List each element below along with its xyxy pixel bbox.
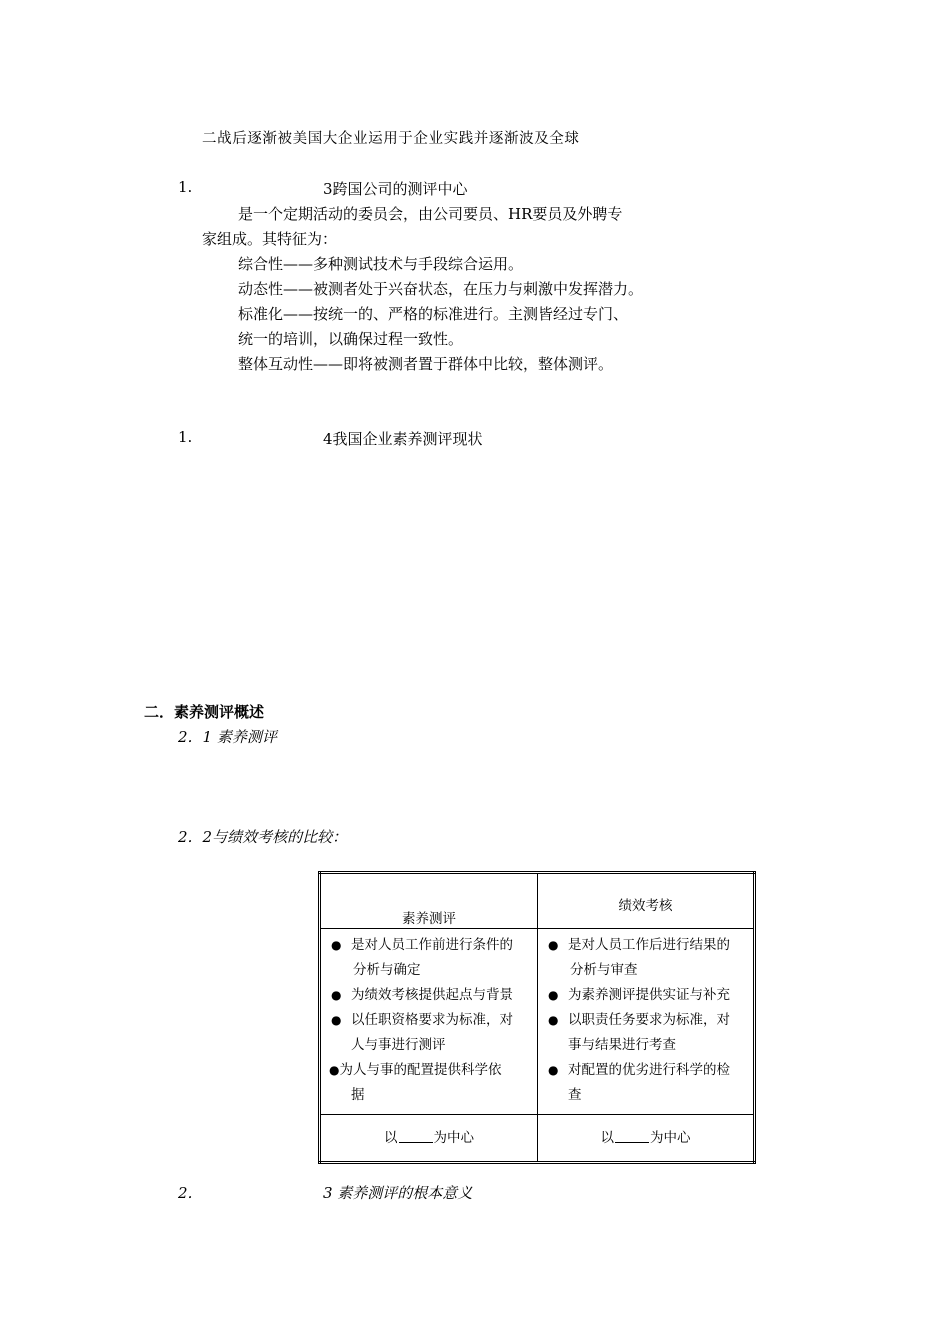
section-1-3-number: 1. [178,178,193,196]
sub-heading-2-1: 2．1 素养测评 [178,728,277,746]
sub-heading-2-3-title: 3 素养测评的根本意义 [323,1184,473,1202]
bullet-icon: ● [548,1063,559,1077]
section-1-3-line: 家组成。其特征为： [202,230,338,248]
comparison-table [318,871,756,1164]
list-item: ●为人与事的配置提供科学依 据 [329,1062,502,1103]
bullet-icon: ● [331,988,342,1002]
list-item: ● 以任职资格要求为标准，对 人与事进行测评 [329,1008,531,1058]
chapter-2-heading: 二．素养测评概述 [144,703,265,721]
sub-heading-2-3-number: 2． [178,1184,203,1202]
fill-in-blank [399,1128,433,1143]
list-item: ● 为素养测评提供实证与补充 [546,983,747,1008]
section-1-3-title: 3跨国公司的测评中心 [323,180,468,198]
list-item: ● 对配置的优劣进行科学的检 查 [546,1058,747,1108]
right-items-cell [538,929,755,1115]
table-header-left: 素养测评 [320,873,538,929]
bullet-icon: ● [548,988,559,1002]
bullet-icon: ● [548,938,559,952]
sub-heading-2-2: 2．2与绩效考核的比较： [178,828,348,846]
intro-line: 二战后逐渐被美国大企业运用于企业实践并逐渐波及全球 [202,131,580,147]
fill-in-blank [615,1128,649,1143]
section-1-4-title: 4我国企业素养测评现状 [323,430,483,448]
bullet-icon: ● [331,1013,342,1027]
bullet-icon: ● [548,1013,559,1027]
section-1-3-line: 动态性——被测者处于兴奋状态，在压力与刺激中发挥潜力。 [238,280,644,298]
table-header-right: 绩效考核 [538,873,755,929]
section-1-3-line: 统一的培训，以确保过程一致性。 [238,330,464,348]
table-footer-left: 以 为中心 [320,1115,538,1163]
list-item: ● 是对人员工作后进行结果的 分析与审查 [546,933,747,983]
list-item: ● 是对人员工作前进行条件的 分析与确定 [329,933,531,983]
bullet-icon: ● [329,1063,340,1077]
section-1-3-line: 整体互动性——即将被测者置于群体中比较，整体测评。 [238,355,614,373]
section-1-4-number: 1. [178,428,193,446]
left-items-cell [320,929,538,1115]
list-item: ● 为绩效考核提供起点与背景 [329,983,531,1008]
list-item: ● 以职责任务要求为标准，对 事与结果进行考查 [546,1008,747,1058]
bullet-icon: ● [331,938,342,952]
section-1-3-line: 综合性——多种测试技术与手段综合运用。 [238,255,524,273]
section-1-3-line: 标准化——按统一的、严格的标准进行。主测皆经过专门、 [238,305,629,323]
table-footer-right: 以 为中心 [538,1115,755,1163]
section-1-3-line: 是一个定期活动的委员会，由公司要员、HR要员及外聘专 [238,205,623,223]
